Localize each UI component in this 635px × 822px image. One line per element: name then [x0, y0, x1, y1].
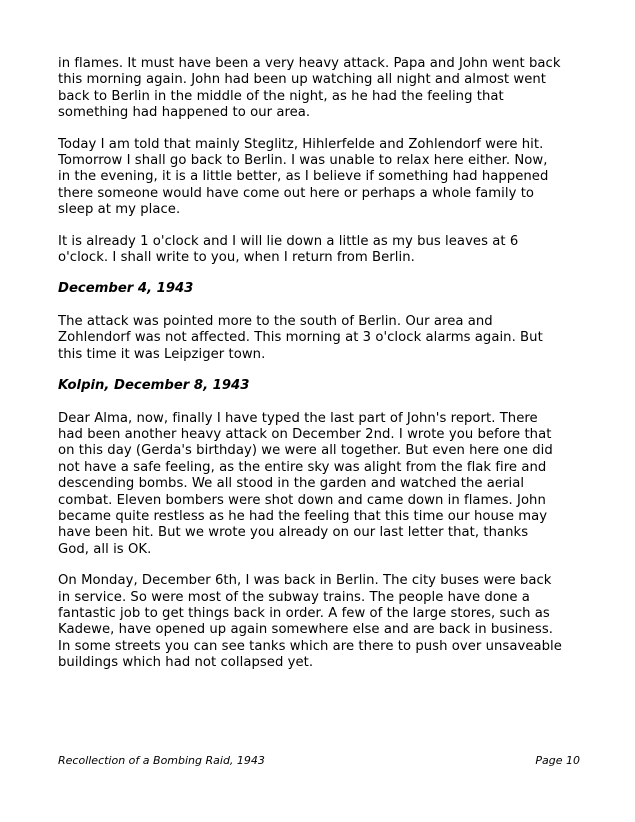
paragraph [58, 314, 588, 363]
text-line: Zohlendorf was not affected. This morning at 3 o'clock alarms again. But [58, 330, 543, 346]
paragraph [58, 234, 588, 267]
paragraph [58, 56, 588, 122]
text-line: combat. Eleven bombers were shot down and came down in flames. John [58, 492, 546, 508]
text-line: In some streets you can see tanks which are there to push over unsaveable [58, 638, 562, 654]
paragraph [58, 573, 588, 671]
text-line: this time it was Leipziger town. [58, 346, 266, 362]
text-line: On Monday, December 6th, I was back in Berlin. The city buses were back [58, 573, 552, 589]
text-line: The attack was pointed more to the south of Berlin. Our area and [58, 313, 493, 329]
text-line: sleep at my place. [58, 202, 181, 218]
text-line: fantastic job to get things back in order. A few of the large stores, such as [58, 605, 550, 621]
text-line: back to Berlin in the middle of the night, as he had the feeling that [58, 88, 504, 104]
paragraph [58, 137, 588, 219]
text-line: have been hit. But we wrote you already on our last letter that, thanks [58, 525, 529, 541]
text-line: became quite restless as he had the feeling that this time our house may [58, 508, 548, 524]
text-line: buildings which had not collapsed yet. [58, 655, 314, 671]
footer-title: Recollection of a Bombing Raid, 1943 [58, 754, 265, 767]
text-line: in flames. It must have been a very heavy attack. Papa and John went back [58, 56, 561, 71]
text-line: in service. So were most of the subway trains. The people have done a [58, 589, 530, 605]
text-line: o'clock. I shall write to you, when I return from Berlin. [58, 250, 415, 266]
text-line: there someone would have come out here or perhaps a whole family to [58, 185, 535, 201]
text-line: not have a safe feeling, as the entire sky was alight from the flak fire and [58, 459, 547, 475]
text-line: in the evening, it is a little better, as I believe if something had happened [58, 169, 549, 185]
document-page [58, 56, 588, 687]
section-heading: Kolpin, December 8, 1943 [58, 378, 250, 394]
text-line: Today I am told that mainly Steglitz, Hihlerfelde and Zohlendorf were hit. [58, 136, 544, 152]
text-line: It is already 1 o'clock and I will lie down a little as my bus leaves at 6 [58, 233, 519, 249]
text-line: God, all is OK. [58, 541, 152, 557]
text-line: had been another heavy attack on December 2nd. I wrote you before that [58, 426, 552, 442]
text-line: this morning again. John had been up watching all night and almost went [58, 72, 546, 88]
text-line: Kadewe, have opened up again somewhere else and are back in business. [58, 622, 553, 638]
text-line: on this day (Gerda's birthday) we were all together. But even here one did [58, 443, 553, 459]
text-line: something had happened to our area. [58, 105, 311, 121]
page-number: Page 10 [535, 754, 580, 767]
text-line: Tomorrow I shall go back to Berlin. I was unable to relax here either. Now, [58, 153, 548, 169]
text-line: Dear Alma, now, finally I have typed the last part of John's report. There [58, 410, 538, 426]
text-line: descending bombs. We all stood in the garden and watched the aerial [58, 476, 525, 492]
paragraph [58, 411, 588, 559]
section-heading: December 4, 1943 [58, 281, 194, 297]
